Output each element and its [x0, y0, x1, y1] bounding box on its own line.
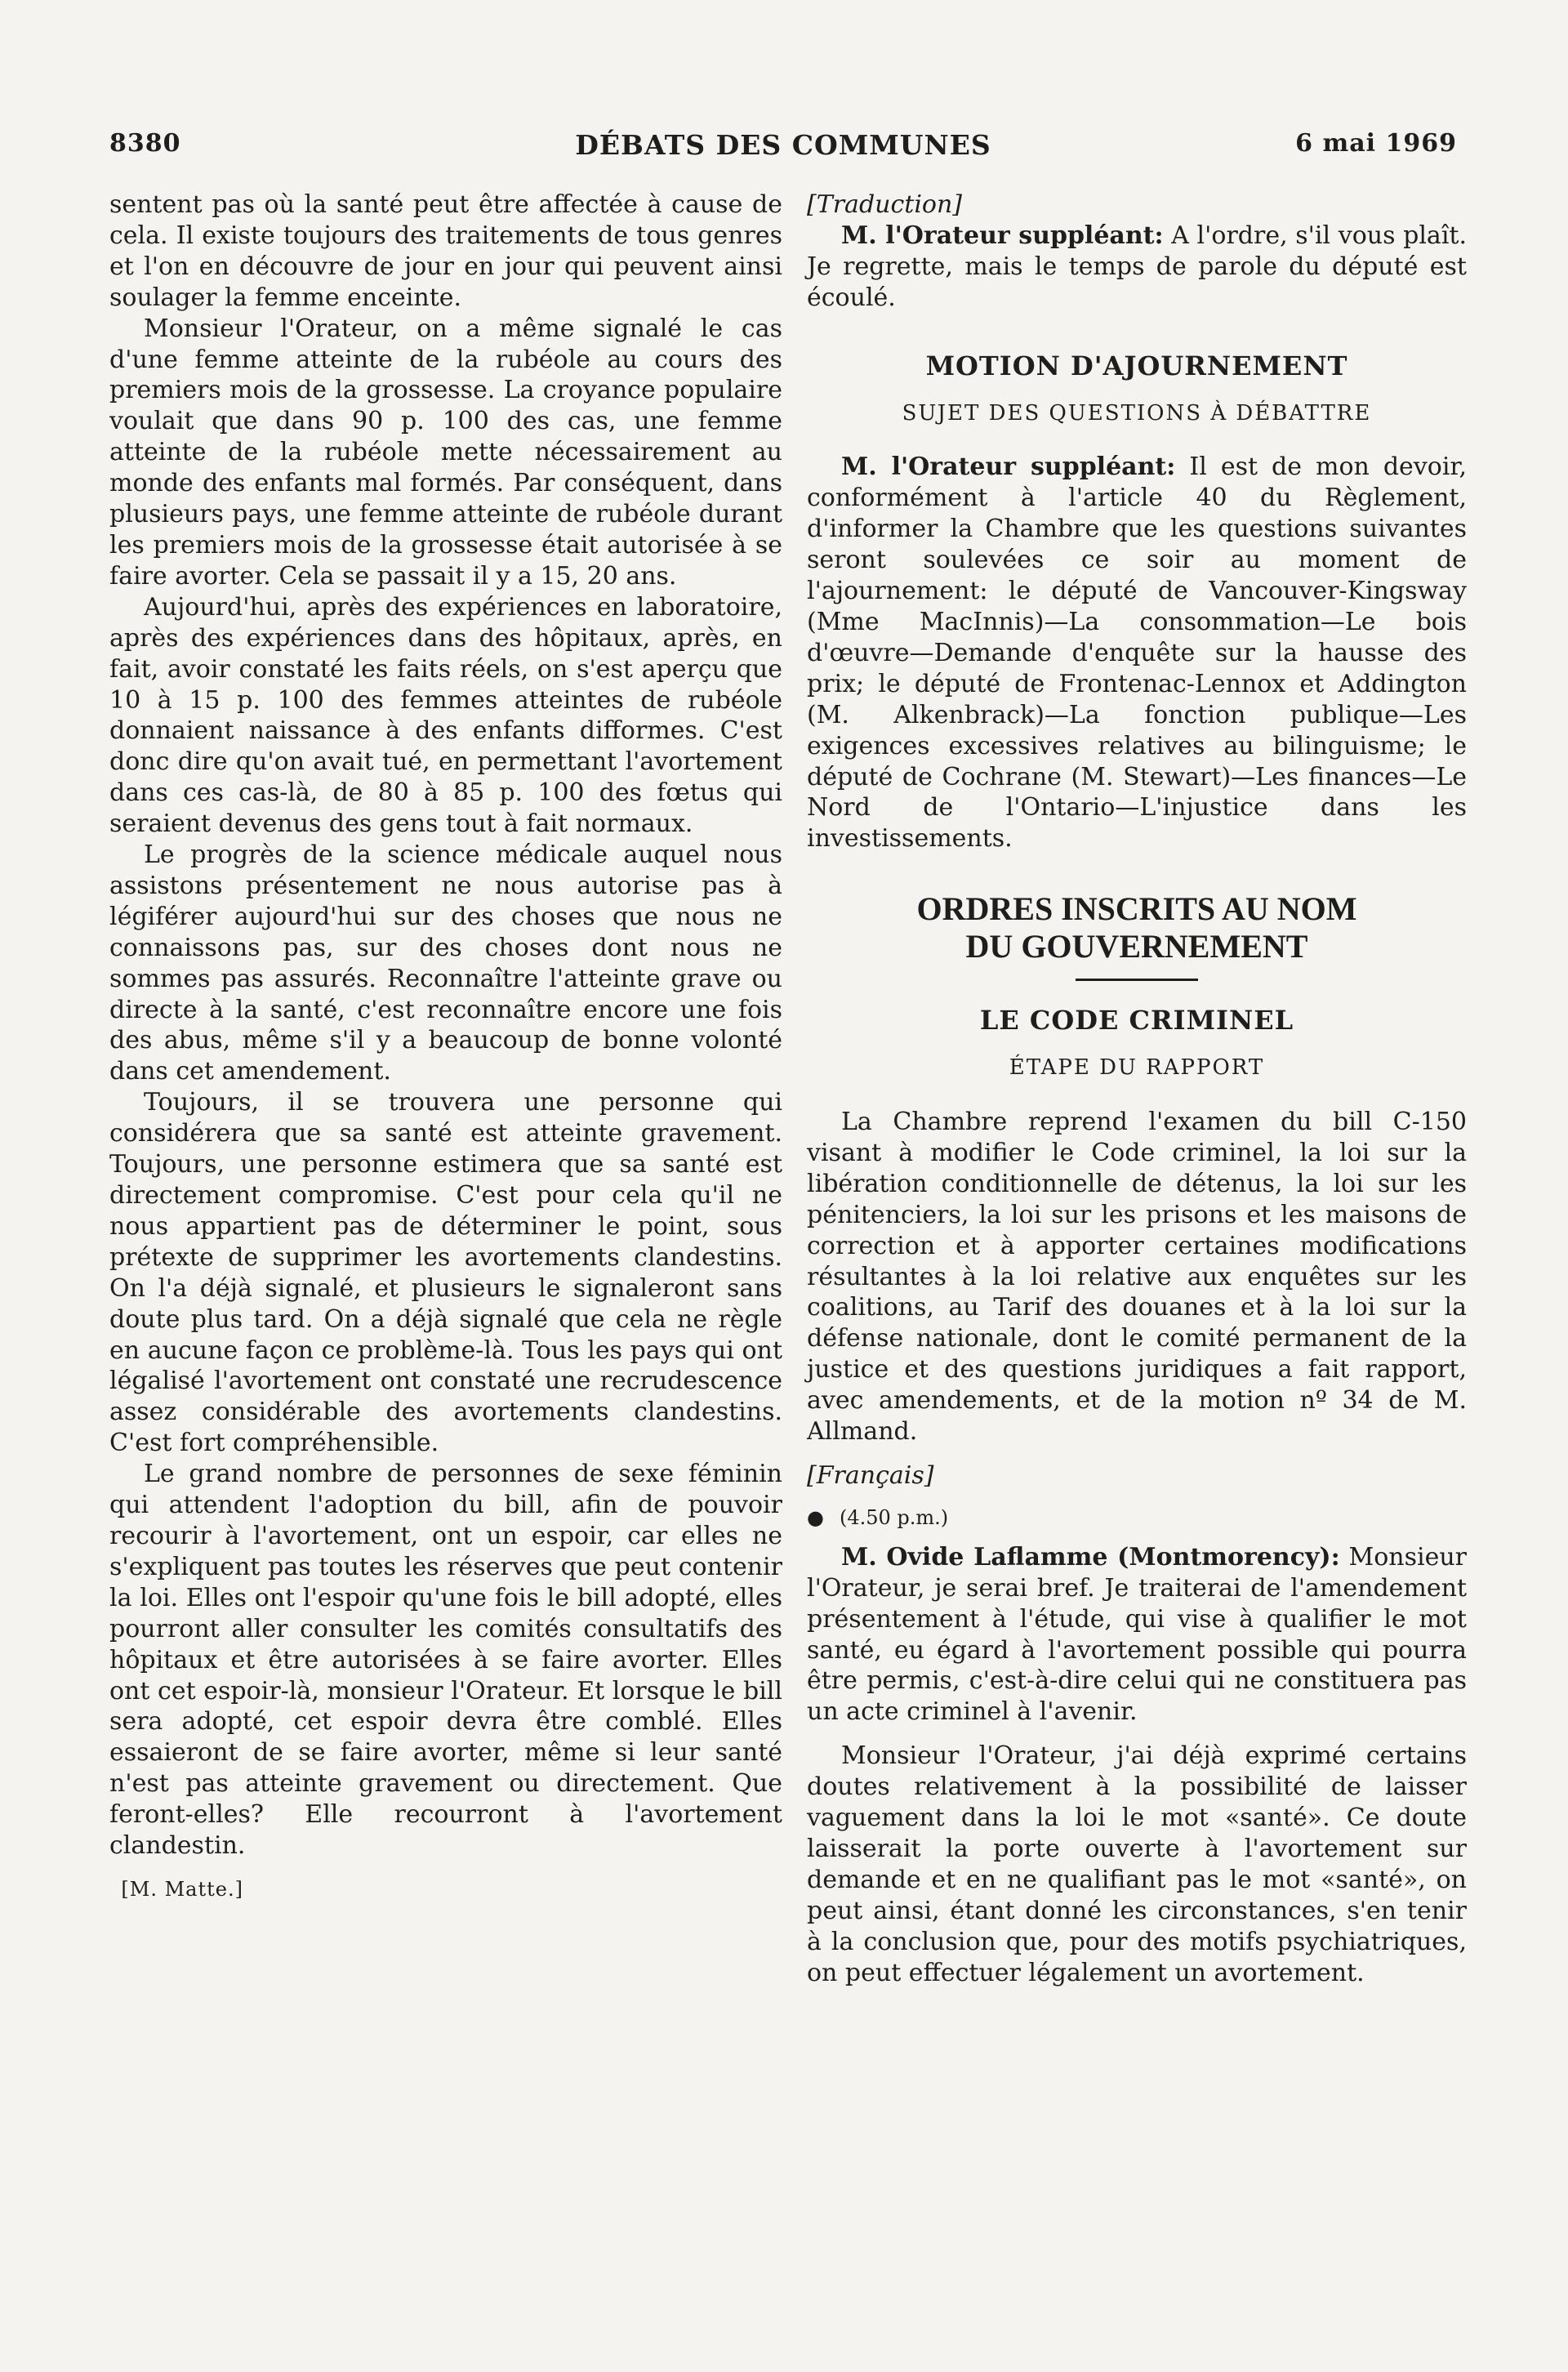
major-heading-line: DU GOUVERNEMENT — [965, 928, 1308, 965]
running-title: DÉBATS DES COMMUNES — [575, 129, 991, 161]
paragraph: Toujours, il se trouvera une personne qui considérera que sa santé est atteinte gravement. Toujours, une personne estimera que sa santé est directement compromise. C'est pour cela qu'il ne nous appartient pas de déterminer le point, sous prétexte de supprimer les avortements clandestins. On l'a déjà signalé, et plusieurs le signaleront sans doute plus tard. On a déjà signalé que cela ne règle en aucune façon ce problème-là. Tous les pays qui ont légalisé l'avortement ont constaté une recrudescence assez considérable des avortements clandestins. C'est fort compréhensible. — [109, 1088, 782, 1458]
speaker-name: M. l'Orateur suppléant: — [841, 221, 1164, 250]
language-tag: [Français] — [807, 1461, 934, 1490]
heading-rule — [1076, 979, 1198, 981]
paragraph — [807, 452, 1467, 854]
section-heading: LE CODE CRIMINEL — [979, 1005, 1294, 1037]
right-column — [807, 189, 1467, 1989]
paragraph: Monsieur l'Orateur, on a même signalé le cas d'une femme atteinte de la rubéole au cours des premiers mois de la grossesse. La croyance populaire voulait que dans 90 p. 100 des cas, une femme atteinte de la rubéole mette nécessairement au monde des enfants mal formés. Par conséquent, dans plusieurs pays, une femme atteinte de rubéole durant les premiers mois de la grossesse était autorisée à se faire avorter. Cela se passait il y a 15, 20 ans. — [109, 314, 782, 591]
speech-text: Il est de mon devoir, conformément à l'article 40 du Règlement, d'informer la Chambre que les questions suivantes seront soulevées ce soir au moment de l'ajournement: le député de Vancouver-Kingsway (Mme MacInnis)—La consommation—Le bois d'œuvre—Demande d'enquête sur la hausse des prix; le député de Frontenac-Lennox et Addington (M. Alkenbrack)—La fonction publique—Les exigences excessives relatives au bilinguisme; le député de Cochrane (M. Stewart)—Les finances—Le Nord de l'Ontario—L'injustice dans les investissements. — [807, 453, 1467, 854]
language-tag: [Traduction] — [807, 190, 963, 219]
timestamp — [807, 1503, 1467, 1534]
speaker-signature: [M. Matte.] — [121, 1877, 243, 1901]
paragraph: Le progrès de la science médicale auquel nous assistons présentement ne nous autorise pas à légiférer aujourd'hui sur des choses que nous ne connaissons pas, sur des choses dont nous ne sommes pas assurés. Reconnaître l'atteinte grave ou directe à la santé, c'est reconnaître encore une fois des abus, même s'il y a beaucoup de bonne volonté dans cet amendement. — [109, 840, 782, 1086]
speaker-name: M. Ovide Laflamme (Montmorency): — [841, 1542, 1340, 1572]
page-header — [109, 129, 1457, 170]
paragraph — [807, 221, 1467, 314]
page-number: 8380 — [109, 129, 181, 158]
paragraph: sentent pas où la santé peut être affectée à cause de cela. Il existe toujours des traitements de tous genres et l'on en découvre de jour en jour qui peuvent ainsi soulager la femme enceinte. — [109, 190, 782, 312]
left-column — [109, 189, 782, 1906]
paragraph: Monsieur l'Orateur, j'ai déjà exprimé certains doutes relativement à la possibilité de laisser vaguement dans la loi le mot «santé». Ce doute laisserait la porte ouverte à l'avortement sur demande et en ne qualifiant pas le mot «santé», on peut ainsi, étant donné les circonstances, s'en tenir à la conclusion que, pour des motifs psychiatriques, on peut effectuer légalement un avortement. — [807, 1741, 1467, 1987]
paragraph: Le grand nombre de personnes de sexe féminin qui attendent l'adoption du bill, afin de pouvoir recourir à l'avortement, ont un espoir, car elles ne s'expliquent pas toutes les réserves que peut contenir la loi. Elles ont l'espoir qu'une fois le bill adopté, elles pourront aller consulter les comités consultatifs des hôpitaux et être autorisées à se faire avorter. Elles ont cet espoir-là, monsieur l'Orateur. Et lorsque le bill sera adopté, cet espoir devra être comblé. Elles essaieront de se faire avorter, même si leur santé n'est pas atteinte gravement ou directement. Que feront-elles? Elle recourront à l'avortement clandestin. — [109, 1460, 782, 1861]
paragraph: La Chambre reprend l'examen du bill C-150 visant à modifier le Code criminel, la loi sur la libération conditionnelle de détenus, la loi sur les pénitenciers, la loi sur les prisons et les maisons de correction et à apporter certaines modifications résultantes à la loi relative aux enquêtes sur les coalitions, au Tarif des douanes et à la loi sur la défense nationale, dont le comité permanent de la justice et des questions juridiques a fait rapport, avec amendements, et de la motion nº 34 de M. Allmand. — [807, 1108, 1467, 1447]
spacer — [807, 1728, 1467, 1741]
section-subheading: ÉTAPE DU RAPPORT — [1009, 1055, 1265, 1081]
paragraph: Aujourd'hui, après des expériences en laboratoire, après des expériences dans des hôpitaux, après, en fait, avoir constaté les faits réels, on s'est aperçu que 10 à 15 p. 100 des femmes atteintes de rubéole donnaient naissance à des enfants difformes. C'est donc dire qu'on avait tué, en permettant l'avortement dans ces cas-là, de 80 à 85 p. 100 des fœtus qui seraient devenus des gens tout à fait normaux. — [109, 592, 782, 839]
speaker-name: M. l'Orateur suppléant: — [841, 453, 1176, 482]
major-heading — [807, 890, 1467, 965]
timestamp-text: (4.50 p.m.) — [840, 1505, 949, 1529]
section-subheading: SUJET DES QUESTIONS À DÉBATTRE — [902, 400, 1372, 426]
page-date: 6 mai 1969 — [1295, 129, 1457, 158]
section-heading: MOTION D'AJOURNEMENT — [925, 350, 1348, 381]
paragraph — [807, 1542, 1467, 1728]
major-heading-line: ORDRES INSCRITS AU NOM — [916, 890, 1357, 928]
speech-text: A l'ordre, s'il vous plaît. Je regrette, mais le temps de parole du député est écoulé. — [807, 221, 1467, 312]
bullet-icon: ● — [807, 1505, 824, 1529]
spacer — [807, 1447, 1467, 1460]
speech-text: Monsieur l'Orateur, je serai bref. Je traiterai de l'amendement présentement à l'étude, qui vise à qualifier le mot santé, eu égard à l'avortement possible qui pourra être permis, c'est-à-dire celui qui ne constituera pas un acte criminel à l'avenir. — [807, 1542, 1467, 1727]
